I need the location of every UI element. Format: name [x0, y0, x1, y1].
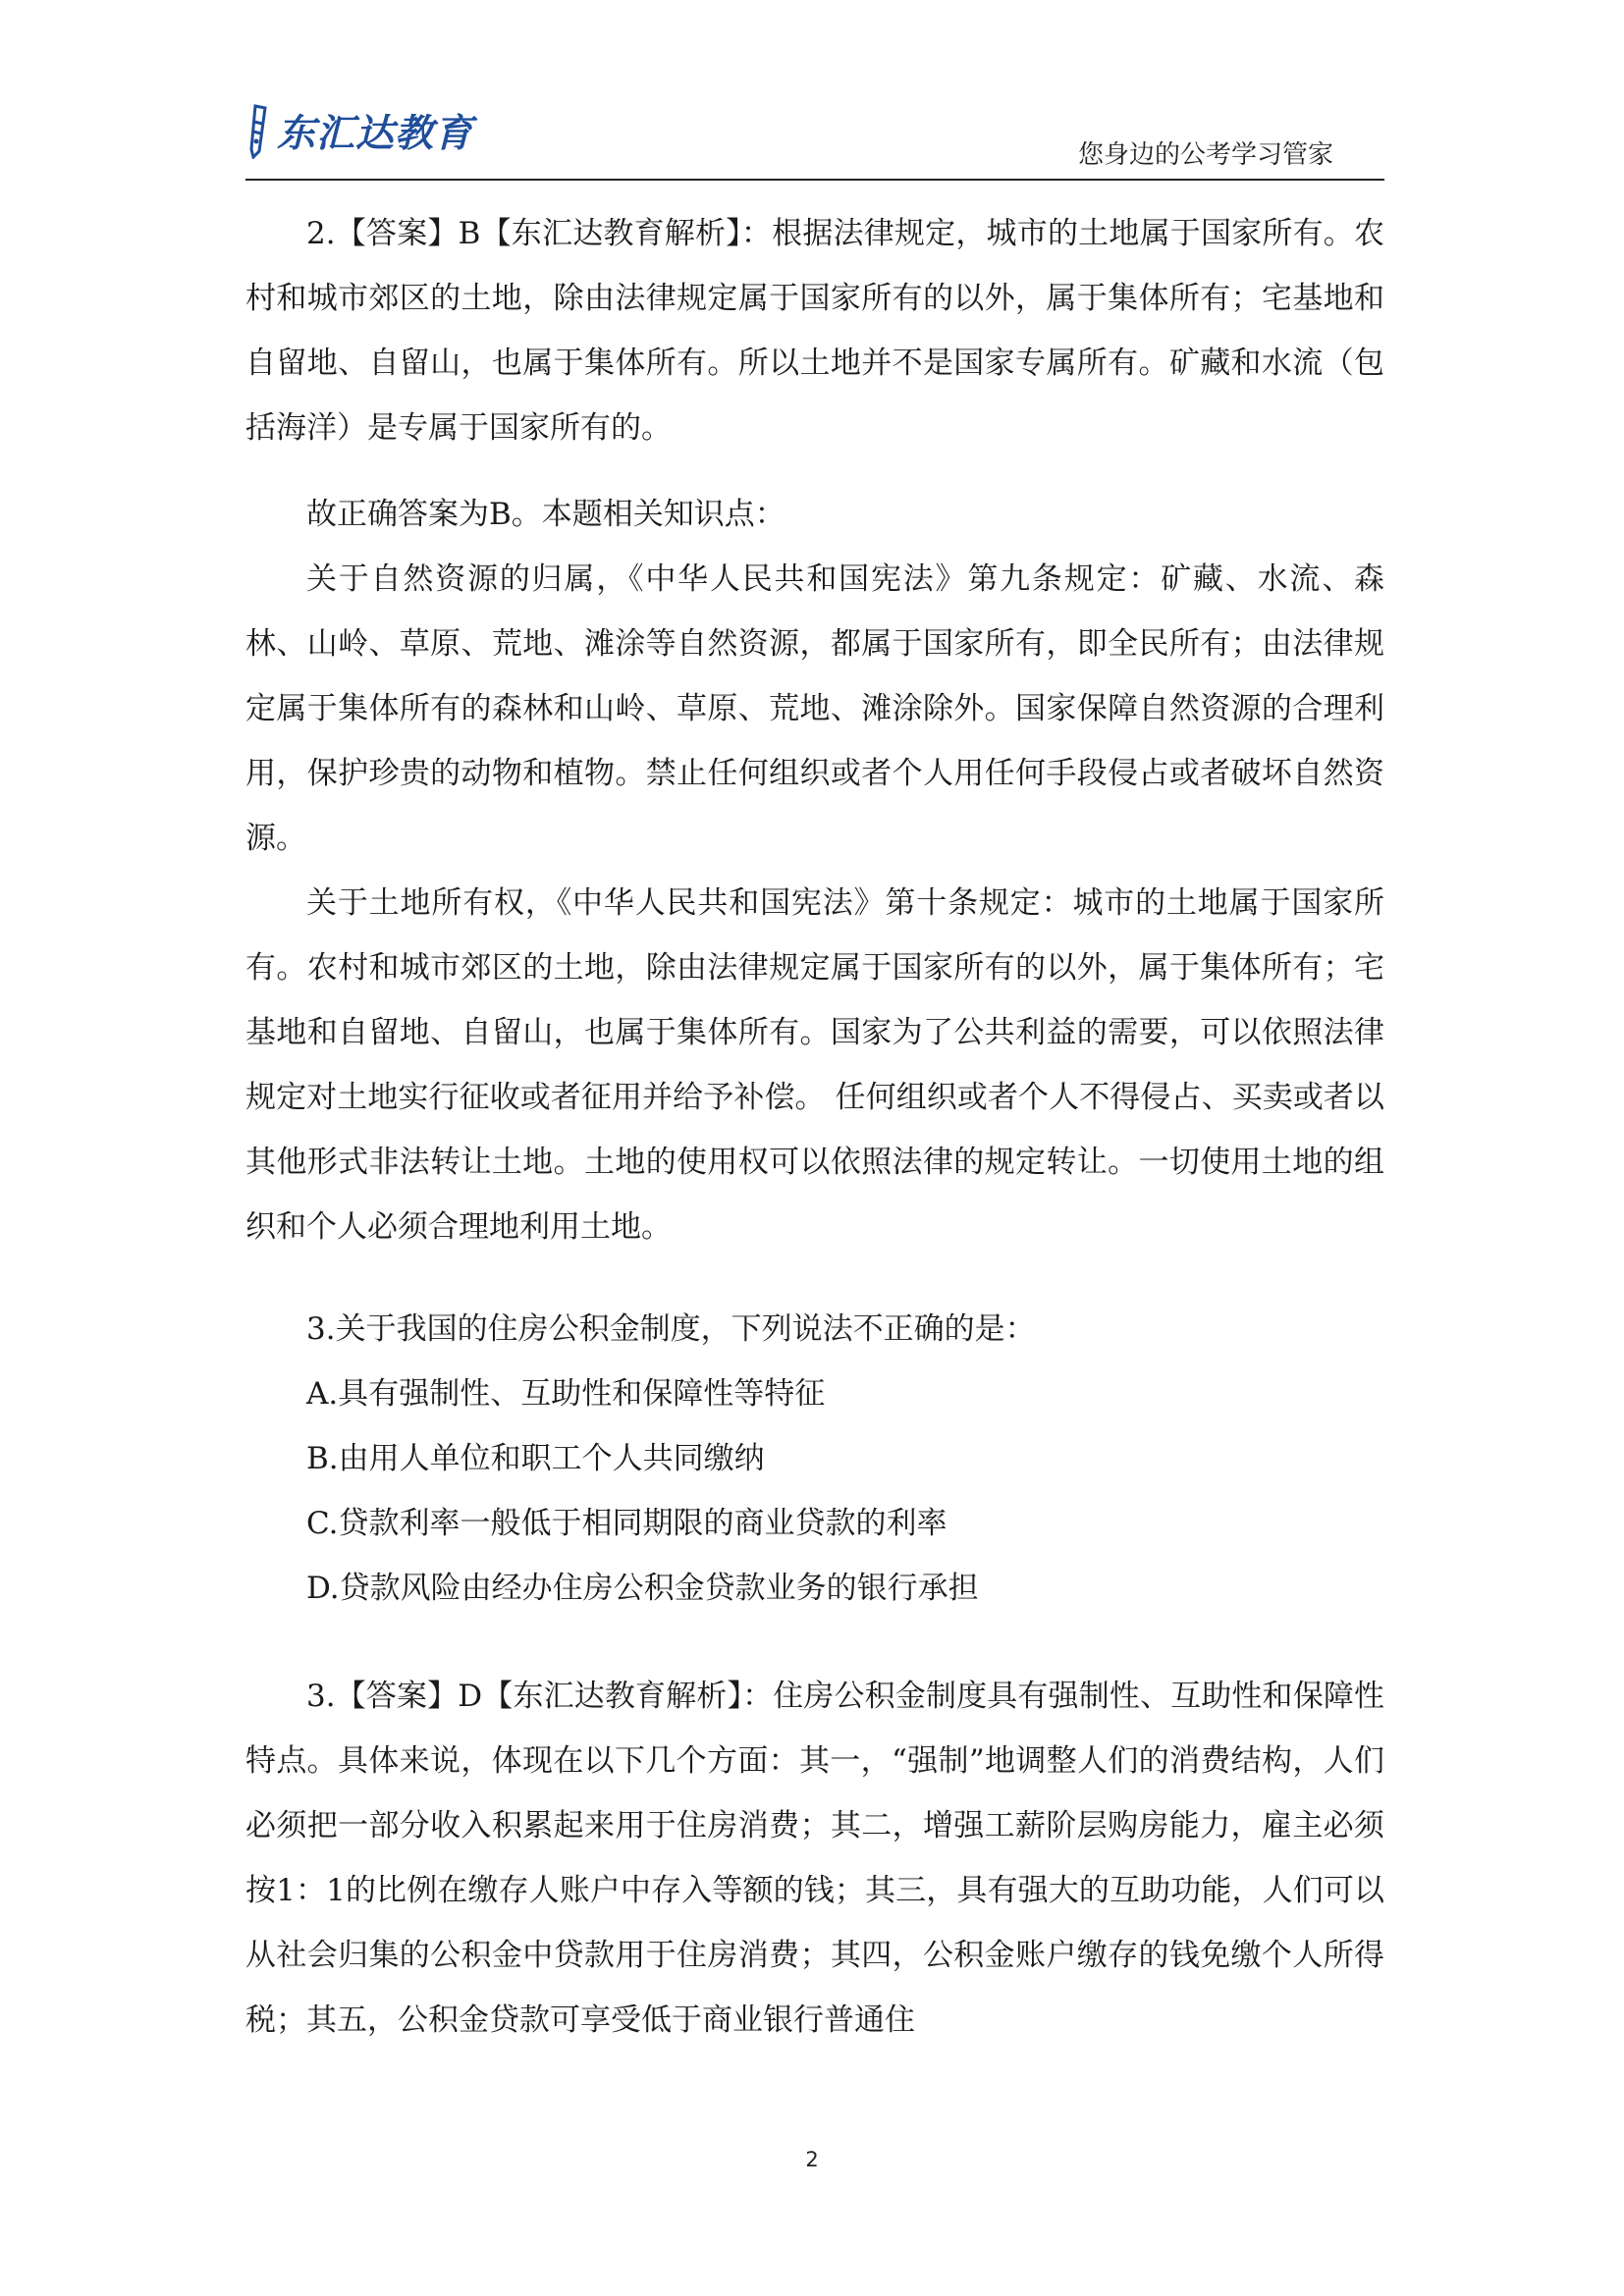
answer-2-paragraph: 2.【答案】B【东汇达教育解析】：根据法律规定，城市的土地属于国家所有。农村和城市郊区的土地，除由法律规定属于国家所有的以外，属于集体所有；宅基地和自留地、自留山，也属于集体所有。所以土地并不是国家专属所有。矿藏和水流（包括海洋）是专属于国家所有的。: [245, 216, 1384, 446]
knowledge-natural-resources: 关于自然资源的归属，《中华人民共和国宪法》第九条规定：矿藏、水流、森林、山岭、草原、荒地、滩涂等自然资源，都属于国家所有，即全民所有；由法律规定属于集体所有的森林和山岭、草原、荒地、滩涂除外。国家保障自然资源的合理利用，保护珍贵的动物和植物。禁止任何组织或者个人用任何手段侵占或者破坏自然资源。: [245, 561, 1384, 856]
question-3-option-b: B.由用人单位和职工个人共同缴纳: [306, 1441, 765, 1476]
answer-3-paragraph: 3.【答案】D【东汇达教育解析】：住房公积金制度具有强制性、互助性和保障性特点。具体来说，体现在以下几个方面：其一，“强制”地调整人们的消费结构，人们必须把一部分收入积累起来用于住房消费；其二，增强工薪阶层购房能力，雇主必须按1：1的比例在缴存人账户中存入等额的钱；其三，具有强大的互助功能，人们可以从社会归集的公积金中贷款用于住房消费；其四，公积金账户缴存的钱免缴个人所得税；其五，公积金贷款可享受低于商业银行普通住: [245, 1679, 1384, 2038]
knowledge-land-ownership: 关于土地所有权，《中华人民共和国宪法》第十条规定：城市的土地属于国家所有。农村和城市郊区的土地，除由法律规定属于国家所有的以外，属于集体所有；宅基地和自留地、自留山，也属于集体所有。国家为了公共利益的需要，可以依照法律规定对土地实行征收或者征用并给予补偿。 任何组织或者个人不得侵占、买卖或者以其他形式非法转让土地。土地的使用权可以依照法律的规定转让。一切使用土地的组织和个人必须合理地利用土地。: [245, 885, 1384, 1245]
logo-text: 东汇达教育: [277, 112, 474, 156]
page-number: 2: [805, 2148, 819, 2171]
question-3-option-d: D.贷款风险由经办住房公积金贷款业务的银行承担: [306, 1571, 979, 1606]
answer-2-conclusion: 故正确答案为B。本题相关知识点：: [306, 497, 785, 532]
pen-icon: [245, 102, 271, 159]
question-3-option-c: C.贷款利率一般低于相同期限的商业贷款的利率: [306, 1506, 947, 1541]
page-header: [245, 90, 1384, 181]
logo: [245, 102, 473, 159]
document-body: [245, 201, 1384, 2053]
header-slogan: 您身边的公考学习管家: [1077, 140, 1333, 170]
question-3-option-a: A.具有强制性、互助性和保障性等特征: [306, 1376, 826, 1412]
question-3-stem: 3.关于我国的住房公积金制度，下列说法不正确的是：: [306, 1311, 1036, 1347]
